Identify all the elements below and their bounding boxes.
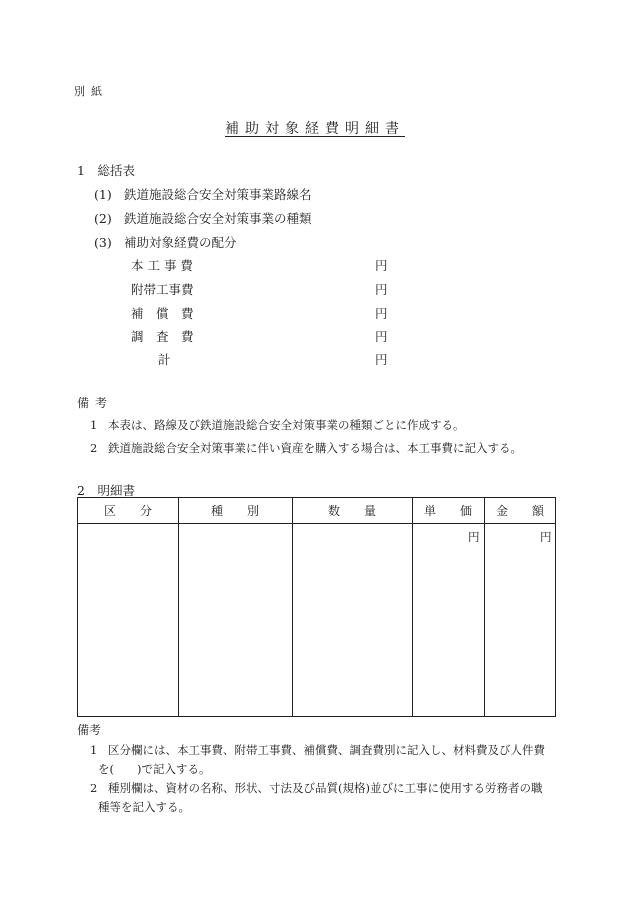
note-item xyxy=(90,420,465,432)
document-title xyxy=(0,122,630,136)
notes-heading: 備考 xyxy=(77,396,114,410)
table-column-divider xyxy=(412,498,413,716)
annex-label: 別紙 xyxy=(74,85,108,98)
note-text-continuation: 種等を記入する。 xyxy=(98,800,190,814)
column-header-amount: 金 額 xyxy=(495,504,544,518)
detail-table xyxy=(77,497,556,717)
column-header-unit-price: 単 価 xyxy=(423,504,472,518)
cost-unit: 円 xyxy=(375,258,388,273)
cost-unit: 円 xyxy=(375,329,388,344)
section1-item xyxy=(94,237,237,250)
note-text: 種別欄は、資材の名称、形状、寸法及び品質(規格)並びに工事に使用する労務者の職 xyxy=(108,781,543,795)
section1-item xyxy=(94,213,312,226)
note-text: 本表は、路線及び鉄道施設総合安全対策事業の種類ごとに作成する。 xyxy=(108,418,465,432)
note-text-continuation: を( )で記入する。 xyxy=(98,762,211,776)
item-text: 鉄道施設総合安全対策事業路線名 xyxy=(124,187,312,202)
note-item xyxy=(90,443,522,455)
note-number: 2 xyxy=(90,441,98,455)
note-number: 1 xyxy=(90,743,98,757)
notes-heading: 備考 xyxy=(77,723,102,737)
cost-label-total: 計 xyxy=(158,352,171,367)
amount-yen: 円 xyxy=(540,530,552,544)
item-number: (2) xyxy=(94,211,112,226)
column-header-category: 区 分 xyxy=(103,504,152,518)
section2-heading: 2 明細書 xyxy=(77,483,135,498)
cost-label-main-works: 本 工 事 費 xyxy=(131,258,193,273)
document-title-text: 補助対象経費明細書 xyxy=(225,121,405,137)
note-number: 2 xyxy=(90,781,98,795)
column-header-quantity: 数 量 xyxy=(327,504,376,518)
item-text: 鉄道施設総合安全対策事業の種類 xyxy=(124,211,312,226)
column-header-type: 種 別 xyxy=(210,504,259,518)
cost-label-incidental-works: 附帯工事費 xyxy=(131,282,194,297)
item-number: (3) xyxy=(94,235,112,250)
cost-unit: 円 xyxy=(375,306,388,321)
cost-unit: 円 xyxy=(375,282,388,297)
table-column-divider xyxy=(484,498,485,716)
note-text: 区分欄には、本工事費、附帯工事費、補償費、調査費別に記入し、材料費及び人件費 xyxy=(108,743,545,757)
section1-item xyxy=(94,189,312,202)
table-column-divider xyxy=(178,498,179,716)
note-item xyxy=(90,741,560,779)
table-column-divider xyxy=(292,498,293,716)
cost-label-compensation: 補 償 費 xyxy=(131,306,194,321)
unit-price-yen: 円 xyxy=(468,530,480,544)
note-number: 1 xyxy=(90,418,98,432)
note-text: 鉄道施設総合安全対策事業に伴い資産を購入する場合は、本工事費に記入する。 xyxy=(108,441,522,455)
note-item xyxy=(90,779,560,817)
section1-heading: 1 総括表 xyxy=(77,163,135,178)
cost-unit: 円 xyxy=(375,352,388,367)
cost-label-survey: 調 査 費 xyxy=(131,329,194,344)
item-number: (1) xyxy=(94,187,112,202)
item-text: 補助対象経費の配分 xyxy=(124,235,237,250)
